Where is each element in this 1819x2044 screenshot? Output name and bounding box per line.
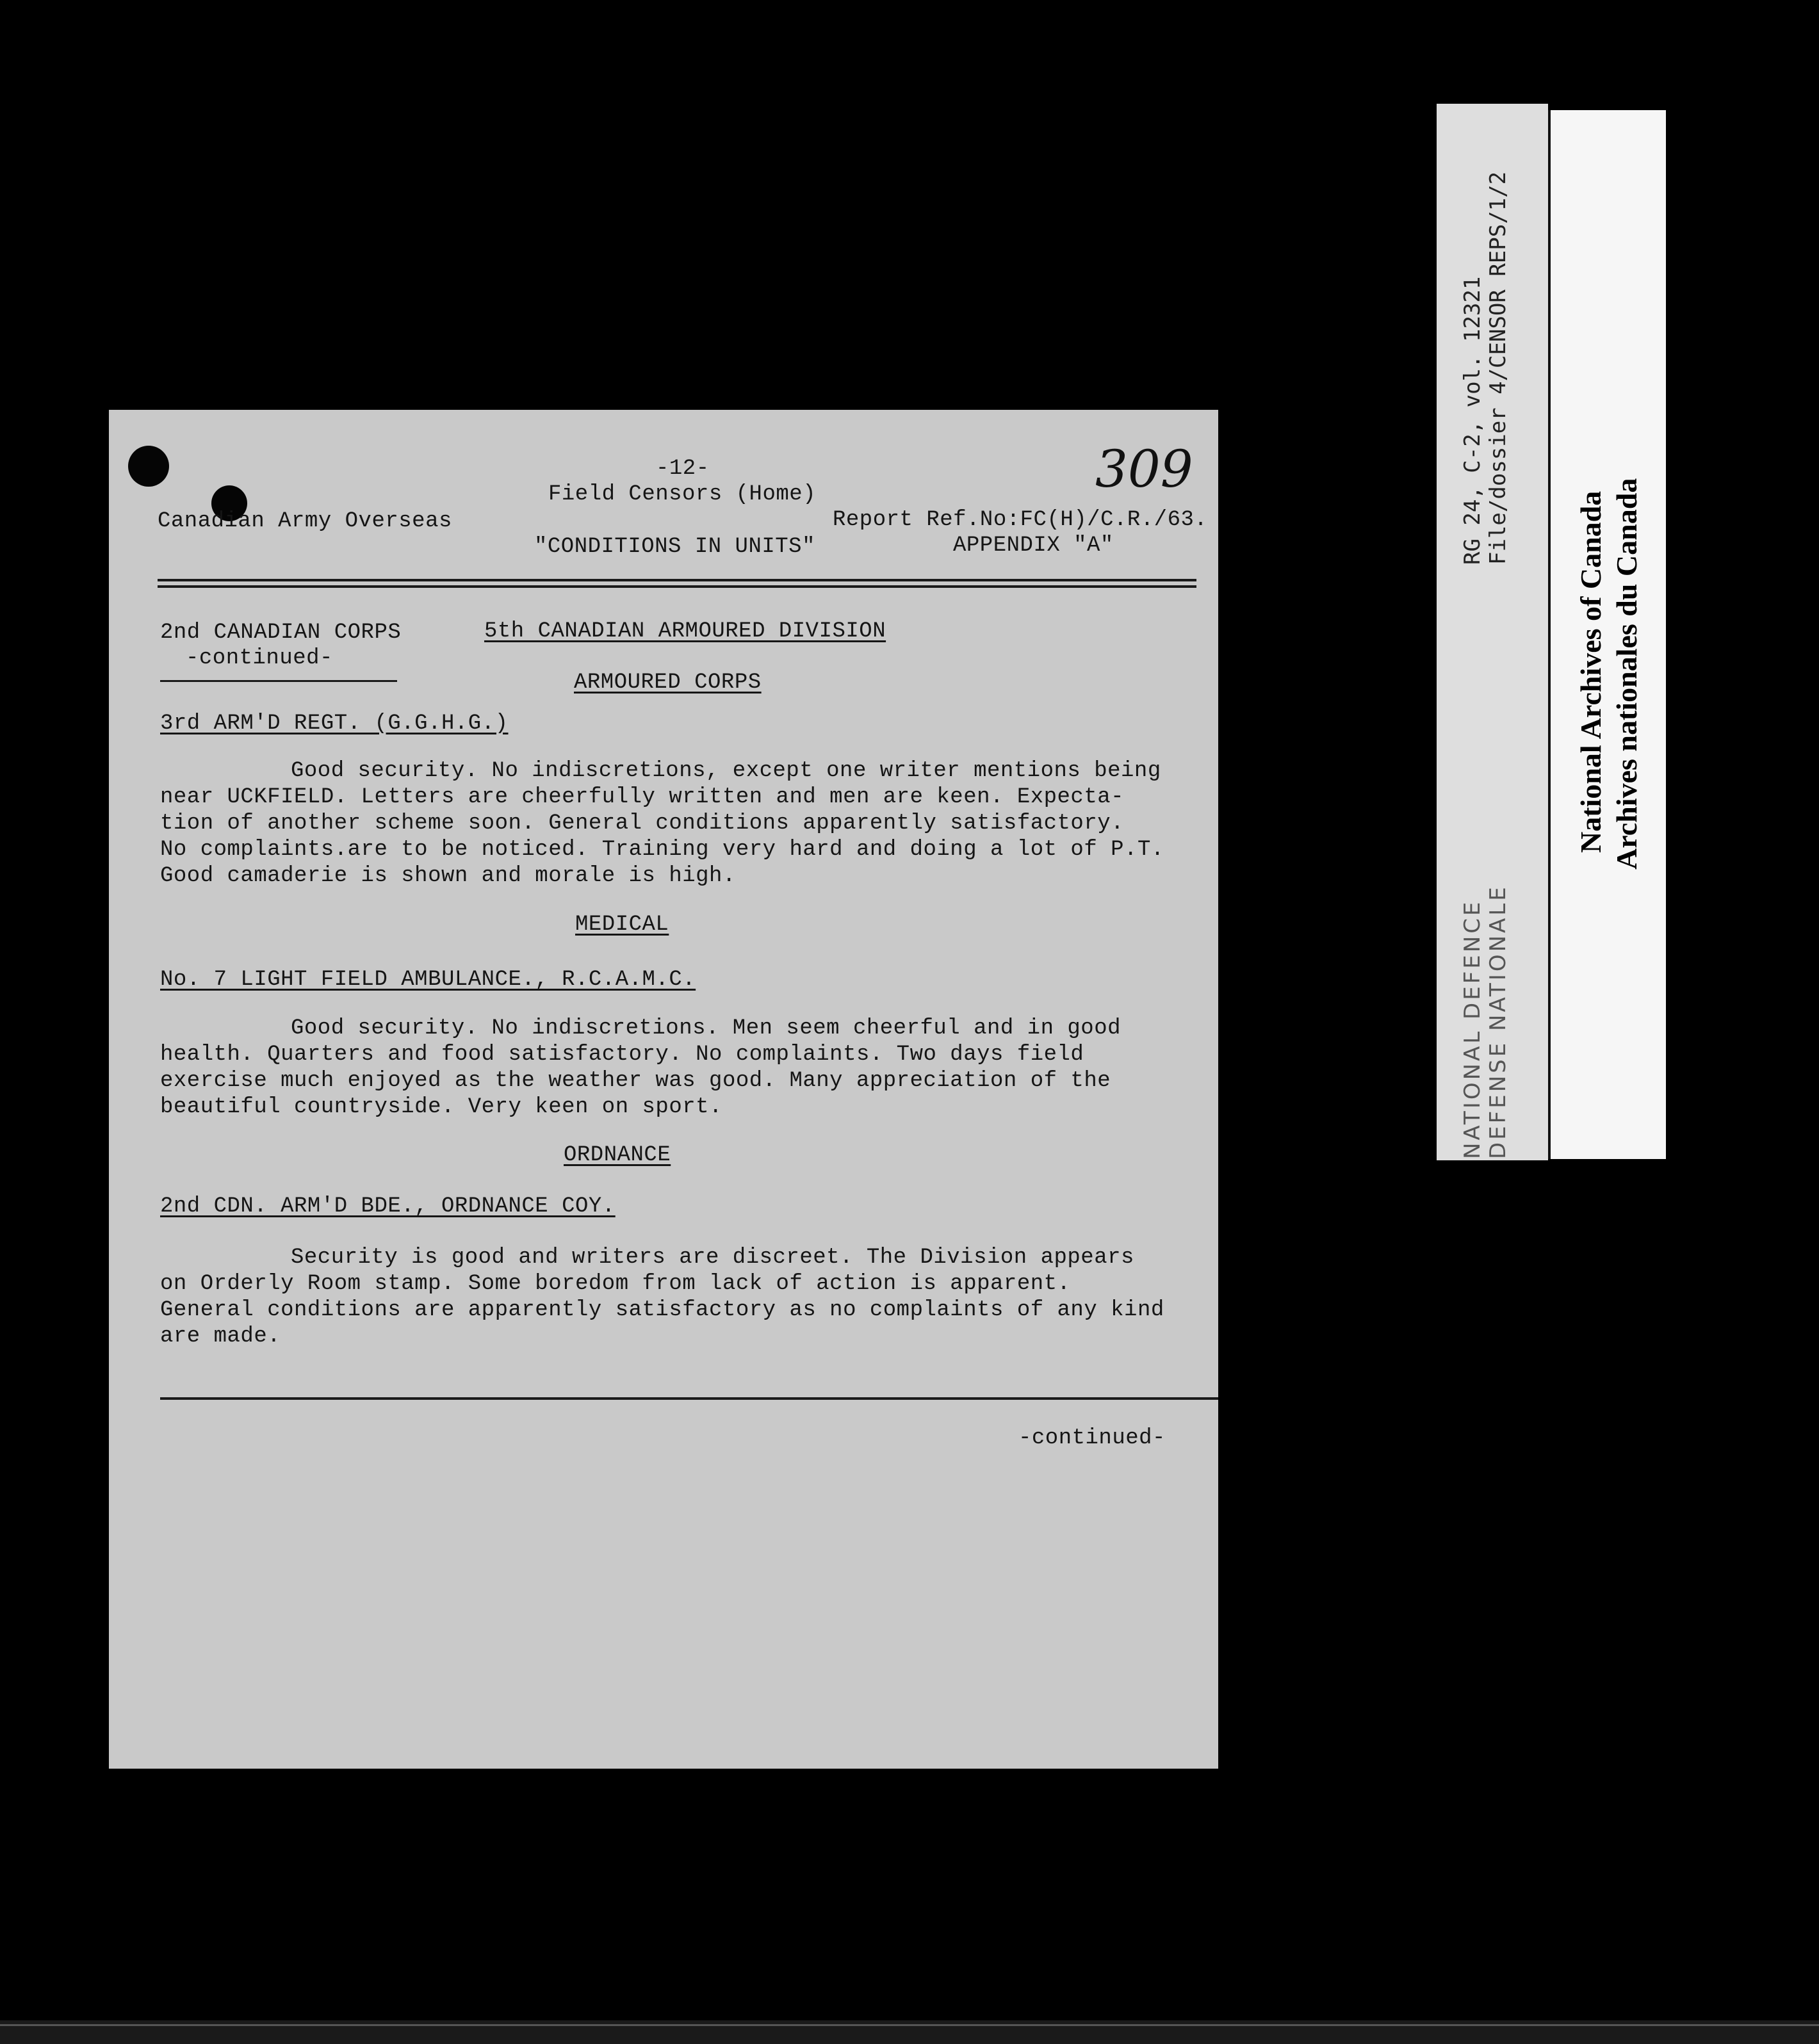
unit-name: 2nd CDN. ARM'D BDE., ORDNANCE COY. xyxy=(160,1194,616,1219)
archive-reference-strip xyxy=(1437,104,1548,1160)
film-edge xyxy=(0,2020,1819,2044)
unit-name: 3rd ARM'D REGT. (G.G.H.G.) xyxy=(160,711,509,736)
report-reference: Report Ref.No:FC(H)/C.R./63. xyxy=(833,508,1208,532)
section-heading: ARMOURED CORPS xyxy=(574,670,762,695)
unit-name: No. 7 LIGHT FIELD AMBULANCE., R.C.A.M.C. xyxy=(160,968,696,992)
division-name: 5th CANADIAN ARMOURED DIVISION xyxy=(484,619,886,644)
unit-report: Good security. No indiscretions, except one writer mentions being near UCKFIELD. Letters are cheerfully written and men are keen. Expecta- tion of another scheme soon. General conditions apparently satisfactory. No complaints.are to be noticed. Training very hard and doing a lot of P.T. Good camaderie is shown and morale is high. xyxy=(160,759,1164,888)
archive-reference: RG 24, C-2, vol. 12321 xyxy=(1460,276,1485,565)
corps-rule xyxy=(160,680,397,682)
archives-name-fr: Archives nationales du Canada xyxy=(1610,478,1643,870)
folio-number: 309 xyxy=(1095,439,1193,499)
header-rule xyxy=(158,579,1196,581)
office-title: Field Censors (Home) xyxy=(548,482,817,507)
issuer: Canadian Army Overseas xyxy=(158,509,452,533)
document-sheet xyxy=(109,410,1218,1769)
archive-name-strip xyxy=(1548,110,1666,1159)
section-heading: MEDICAL xyxy=(575,912,669,937)
archives-name-en: National Archives of Canada xyxy=(1574,491,1607,853)
punch-hole xyxy=(128,446,169,487)
archive-file: File/dossier 4/CENSOR REPS/1/2 xyxy=(1485,171,1511,565)
continued-note: -continued- xyxy=(1018,1426,1166,1450)
page-number: -12- xyxy=(656,457,710,481)
corps-name: 2nd CANADIAN CORPS xyxy=(160,620,402,645)
report-title: "CONDITIONS IN UNITS" xyxy=(534,535,815,559)
footer-rule xyxy=(160,1397,1218,1400)
department-fr: DEFENSE NATIONALE xyxy=(1485,884,1511,1159)
appendix-label: APPENDIX "A" xyxy=(953,533,1114,558)
unit-report: Security is good and writers are discreet. The Division appears on Orderly Room stamp. Some boredom from lack of action is apparent. General conditions are apparently satisfactory as no complaints of any kind are made. xyxy=(160,1245,1164,1349)
department-en: NATIONAL DEFENCE xyxy=(1460,899,1485,1159)
corps-continued: -continued- xyxy=(186,646,333,670)
header-rule xyxy=(158,585,1196,588)
unit-report: Good security. No indiscretions. Men seem cheerful and in good health. Quarters and food satisfactory. No complaints. Two days field exercise much enjoyed as the weather was good. Many appreciation of the beautiful countryside. Very keen on sport. xyxy=(160,1016,1122,1119)
section-heading: ORDNANCE xyxy=(564,1143,671,1167)
